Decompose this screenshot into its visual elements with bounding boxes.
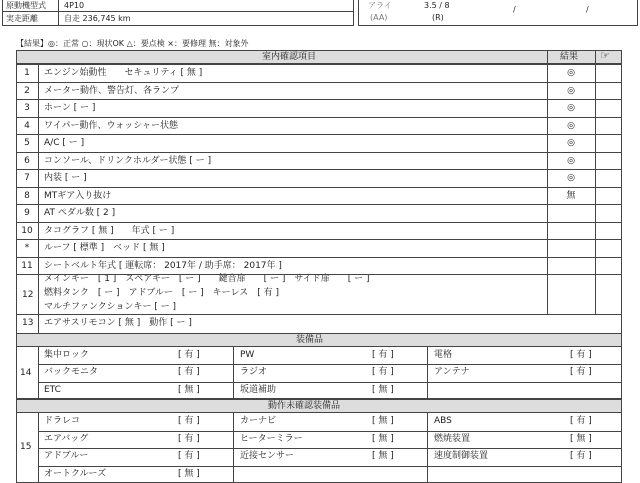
equipment-name: 集中ロック [44,350,89,360]
check-item: シートベルト年式 [ 運転席： 2017年 / 助手席： 2017年 ] [44,260,282,271]
equipment-name: アドブルー [44,451,89,461]
divider [16,314,622,315]
row-number: 4 [24,120,30,131]
check-item: ルーフ [ 標準 ] ベッド [ 無 ] [44,243,165,253]
equipment-name: カーナビ [240,416,277,426]
row-number: 12 [22,290,34,300]
divider [2,11,354,12]
row-number: 5 [24,138,30,148]
top-info-table [2,0,354,26]
engine-model-label: 原動機型式 [6,1,46,10]
equipment-name: ETC [44,384,61,395]
divider [16,169,622,170]
align-sub-value: (R) [432,13,444,22]
divider [233,347,234,399]
result-mark: ◎ [567,120,575,131]
keys-line-3: マルチファンクションキー [ ー ] [44,302,177,312]
mileage-label: 実走距離 [6,14,38,23]
equipment-value: [ 有 ] [372,350,394,360]
equipment-value: [ 有 ] [570,350,592,360]
result-mark: ◎ [567,173,575,183]
equipment-value: [ 有 ] [178,367,200,378]
row-number: 1 [24,68,30,78]
equipment-value: [ 無 ] [372,433,394,444]
divider [16,204,622,205]
result-mark: ◎ [567,103,575,113]
result-column-header: 結果 [560,52,579,62]
divider [16,117,622,118]
result-mark: ◎ [567,68,575,78]
divider [16,134,622,135]
check-item: ホーン [ ー ] [44,103,96,113]
check-item: エンジン始動性 セキュリティ [ 無 ] [44,68,203,78]
equipment-value: [ 無 ] [372,451,394,461]
divider [16,64,622,65]
equipment-value: [ 無 ] [570,433,592,444]
equipment-value: [ 有 ] [570,367,592,378]
divider [16,239,622,240]
equipment-value: [ 有 ] [178,416,200,426]
divider [16,274,622,275]
keys-line-2: 燃料タンク [ ー ] アドブルー [ ー ] キーレス [ 有 ] [44,288,279,298]
row-number: 15 [20,442,32,452]
divider [38,466,622,467]
slash-mark: / [586,5,589,14]
divider [427,347,428,399]
top-right-table [358,0,638,26]
divider [16,82,622,83]
equipment-name: バックモニタ [44,367,99,378]
divider [16,222,622,223]
row-number: * [24,243,30,253]
hand-icon: ☞ [600,49,610,62]
check-item: AT ペダル数 [ 2 ] [44,208,116,218]
engine-model-value: 4P10 [64,1,85,10]
divider [38,364,622,365]
divider [233,413,234,483]
check-item: メーター動作、警告灯、各ランプ [44,85,180,96]
divider [38,448,622,449]
equipment-value: [ 有 ] [178,451,200,461]
row-number: 3 [24,103,30,113]
divider [16,257,622,258]
divider [16,187,622,188]
equipment-name: ドラレコ [44,416,81,426]
equipment-name: ABS [434,416,452,426]
align-sub-label: (AA) [370,13,388,22]
equipment-value: [ 有 ] [570,416,592,426]
equipment-value: [ 有 ] [178,350,200,360]
result-mark: ◎ [567,155,575,166]
divider [427,413,428,483]
equipment-name: オートクルーズ [44,468,107,479]
equipment-name: 電格 [434,350,453,360]
row-number: 9 [24,208,30,218]
slash-mark: / [513,5,516,14]
row-number: 7 [24,173,30,183]
equipment-value: [ 無 ] [178,384,200,395]
result-mark: 無 [566,190,576,201]
equipment-value: [ 無 ] [372,416,394,426]
equipment-name: PW [240,350,255,360]
divider [38,382,622,383]
check-item: タコグラフ [ 無 ] 年式 [ ー ] [44,225,175,236]
equipment-name: 坂道補助 [240,384,277,395]
equipment-name: ヒーターミラー [240,433,303,444]
result-mark: ◎ [567,138,575,148]
check-item: A/C [ ー ] [44,138,85,148]
row-number: 13 [22,318,34,328]
equipment-value: [ 無 ] [178,468,200,479]
result-mark: ◎ [567,85,575,96]
section-header [16,50,622,64]
section-title: 室内確認項目 [262,52,317,62]
divider [38,347,39,399]
result-legend: 【結果】◎：正常 ○：現状OK △：要点検 ×：要修理 無：対象外 [16,39,249,48]
equipment-name: 速度制御装置 [434,451,489,461]
equipment-name: 燃焼装置 [434,433,471,444]
equipment-value: [ 有 ] [372,367,394,378]
check-item: コンソール、ドリンクホルダー状態 [ ー ] [44,155,212,166]
divider [38,431,622,432]
equipment-value: [ 有 ] [178,433,200,444]
section-title: 動作未確認装備品 [268,401,341,411]
row-number: 2 [24,85,30,96]
keys-line-1: メインキー [ 1 ] スペアキー [ ー ] 鍵音扉 [ ー ] サイド扉 [ ー ] [44,274,370,284]
row-number: 6 [24,155,30,166]
mileage-value: 自走 236,745 km [64,14,131,23]
divider [58,0,59,26]
air-suspension-remote: エアサスリモコン [ 無 ] 動作 [ ー ] [44,318,192,328]
equipment-value: [ 有 ] [570,451,592,461]
row-number: 14 [20,368,32,378]
equipment-name: エアバッグ [44,433,89,444]
check-item: ワイパー動作、ウォッシャー状態 [44,120,179,131]
equipment-name: ラジオ [240,367,268,378]
equipment-name: 近接センサー [240,451,295,461]
equipment-name: アンテナ [434,367,470,378]
divider [16,152,622,153]
equipment-value: [ 無 ] [372,384,394,395]
row-number: 8 [24,190,30,201]
align-label: アライ [368,1,392,10]
section-title: 装備品 [296,335,324,345]
divider [38,64,39,334]
align-value: 3.5 / 8 [424,1,450,10]
row-number: 10 [21,225,33,236]
row-number: 11 [21,260,33,271]
check-item: MTギア入り抜け [44,190,112,201]
divider [16,99,622,100]
check-item: 内装 [ ー ] [44,173,87,183]
